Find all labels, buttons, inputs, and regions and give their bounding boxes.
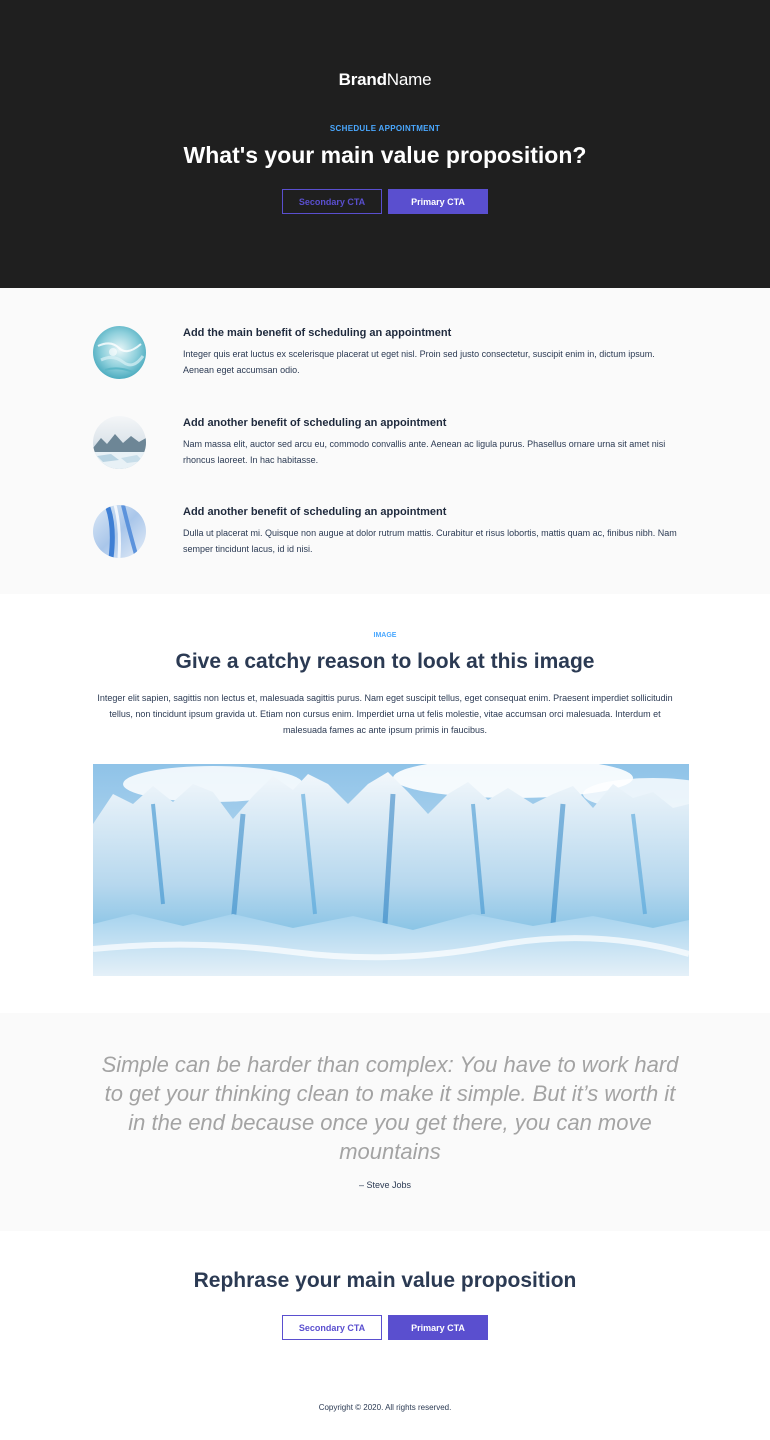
benefit-body: Integer quis erat luctus ex scelerisque placerat ut eget nisl. Proin sed justo consectetur, suscipit enim in, dictum ipsum. Aenean eget accumsan odio. — [183, 349, 655, 375]
brand-name-light: Name — [386, 70, 432, 89]
brand-name-bold: Brand — [338, 70, 387, 89]
hero-secondary-cta-button[interactable]: Secondary CTA — [282, 189, 382, 214]
benefit-image-mountains — [93, 416, 146, 469]
hero-eyebrow: SCHEDULE APPOINTMENT — [329, 124, 441, 133]
quote-author: – Steve Jobs — [358, 1180, 412, 1190]
benefit-text — [183, 326, 683, 378]
cta-secondary-button[interactable]: Secondary CTA — [282, 1315, 382, 1340]
benefits-section — [0, 288, 770, 594]
cta-primary-button[interactable]: Primary CTA — [388, 1315, 488, 1340]
cta-button-group — [0, 1315, 770, 1340]
hero-primary-cta-button[interactable]: Primary CTA — [388, 189, 488, 214]
brand-logo[interactable] — [0, 70, 770, 90]
quote-section — [0, 1013, 770, 1231]
image-eyebrow: IMAGE — [373, 632, 397, 639]
benefit-text — [183, 416, 683, 468]
benefit-title: Add another benefit of scheduling an appointment — [183, 417, 447, 429]
cta-section — [0, 1231, 770, 1440]
image-section — [0, 594, 770, 1013]
image-section-body: Integer elit sapien, sagittis non lectus et, malesuada sagittis purus. Nam eget suscipit tellus, eget consequat enim. Praesent imperdiet sollicitudin tellus, non tincidunt ipsum gravida ut. Etiam non cursus enim. Imperdiet urna ut felis molestie, vitae accumsan orci malesuada. Interdum et malesuada fames ac ante ipsum primis in faucibus. — [97, 693, 673, 735]
benefit-body: Nam massa elit, auctor sed arcu eu, commodo convallis ante. Aenean ac ligula purus. Phasellus ornare urna sit amet nisi rhoncus laoreet. In hac habitasse. — [183, 439, 666, 465]
glacier-image — [93, 764, 689, 976]
benefit-title: Add another benefit of scheduling an appointment — [183, 506, 447, 518]
hero-section — [0, 0, 770, 288]
benefit-image-ice — [93, 326, 146, 379]
benefit-image-crevasse — [93, 505, 146, 558]
benefit-body: Dulla ut placerat mi. Quisque non augue at dolor rutrum mattis. Curabitur et risus lobortis, mattis quam ac, finibus nibh. Nam semper tincidunt lacus, id id nisi. — [183, 528, 677, 554]
footer-copyright: Copyright © 2020. All rights reserved. — [318, 1403, 452, 1412]
hero-title: What's your main value proposition? — [183, 142, 587, 168]
image-section-title: Give a catchy reason to look at this image — [175, 650, 595, 673]
benefit-title: Add the main benefit of scheduling an appointment — [183, 327, 452, 339]
cta-title: Rephrase your main value proposition — [193, 1269, 577, 1292]
benefit-text — [183, 505, 683, 557]
hero-cta-group — [0, 189, 770, 214]
quote-text: Simple can be harder than complex: You have to work hard to get your thinking clean to make it simple. But it’s worth it in the end because once you get there, you can move mountains — [101, 1052, 679, 1164]
